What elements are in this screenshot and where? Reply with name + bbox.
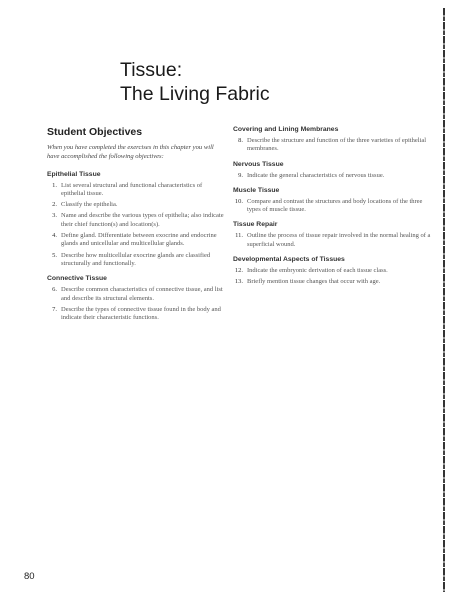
objective-number: 3. [52, 212, 57, 220]
section-heading-muscle-tissue: Muscle Tissue [233, 186, 280, 194]
objective-number: 7. [52, 305, 57, 313]
objective-item [47, 182, 227, 199]
objective-item [233, 172, 433, 180]
section-heading-tissue-repair: Tissue Repair [233, 221, 278, 229]
objective-number: 1. [52, 181, 57, 189]
objective-item [47, 252, 227, 269]
objective-number: 11. [235, 232, 243, 240]
objective-item [233, 232, 433, 249]
objective-list [233, 198, 433, 215]
objective-text: Classify the epithelia. [61, 201, 118, 209]
objective-text: Briefly mention tissue changes that occur with age. [247, 278, 381, 286]
section-heading-epithelial-tissue: Epithelial Tissue [47, 170, 101, 178]
objective-text: Describe common characteristics of connective tissue, and list and describe its structural elements. [61, 286, 223, 302]
objective-text: Outline the process of tissue repair involved in the normal healing of a superficial wound. [247, 232, 431, 248]
page-number: 80 [24, 571, 35, 582]
objectives-intro: When you have completed the exercises in this chapter you will have accomplished the following objectives: [47, 144, 214, 160]
objective-text: Name and describe the various types of epithelia; also indicate their chief function(s) and location(s). [61, 212, 224, 228]
objective-item [47, 306, 227, 323]
objective-item [47, 212, 227, 229]
objective-item [233, 198, 433, 215]
objective-number: 5. [52, 251, 57, 259]
section-heading-connective-tissue: Connective Tissue [47, 275, 107, 283]
section-heading-developmental-aspects-of-tissues: Developmental Aspects of Tissues [233, 256, 345, 264]
objectives-heading: Student Objectives [47, 126, 143, 138]
objective-number: 8. [238, 137, 243, 144]
right-sections [233, 126, 433, 287]
objective-item [47, 232, 227, 249]
objective-item [233, 278, 433, 286]
title-line-1: Tissue: [120, 59, 183, 81]
objective-number: 10. [234, 197, 243, 205]
objective-text: Describe the types of connective tissue found in the body and indicate their characteristic functions. [61, 305, 221, 322]
objective-text: Indicate the general characteristics of nervous tissue. [247, 171, 385, 179]
right-column [233, 126, 433, 290]
objective-list [233, 232, 433, 249]
objective-number: 13. [234, 278, 243, 286]
section-heading-nervous-tissue: Nervous Tissue [233, 160, 284, 168]
left-sections [47, 171, 227, 323]
objective-text: Describe how multicellular exocrine glands are classified structurally and functionally. [61, 251, 211, 267]
objective-item [233, 137, 433, 154]
objective-item [47, 201, 227, 209]
objective-text: Indicate the embryonic derivation of each tissue class. [247, 267, 388, 275]
objective-number: 4. [52, 232, 57, 240]
objective-number: 9. [238, 171, 243, 179]
objective-item [47, 286, 227, 303]
objective-text: List several structural and functional characteristics of epithelial tissue. [61, 181, 203, 197]
objective-number: 6. [52, 286, 57, 294]
objective-number: 2. [52, 201, 57, 209]
title-line-2: The Living Fabric [120, 83, 270, 105]
objective-list [233, 137, 433, 154]
objective-number: 12. [234, 267, 243, 275]
objective-text: Define gland. Differentiate between exocrine and endocrine glands and unicellular and multicellular glands. [61, 232, 217, 248]
objective-text: Compare and contrast the structures and body locations of the three types of muscle tissue. [247, 197, 423, 214]
left-column [47, 126, 227, 325]
objective-list [233, 172, 433, 180]
objective-item [233, 267, 433, 275]
objective-text: Describe the structure and function of the three varieties of epithelial membranes. [247, 137, 427, 153]
objective-list [47, 182, 227, 269]
objective-list [47, 286, 227, 322]
objective-list [233, 267, 433, 287]
section-heading-covering-and-lining-membranes: Covering and Lining Membranes [233, 126, 339, 133]
page-edge-shadow [443, 8, 445, 592]
page-title [120, 58, 270, 106]
